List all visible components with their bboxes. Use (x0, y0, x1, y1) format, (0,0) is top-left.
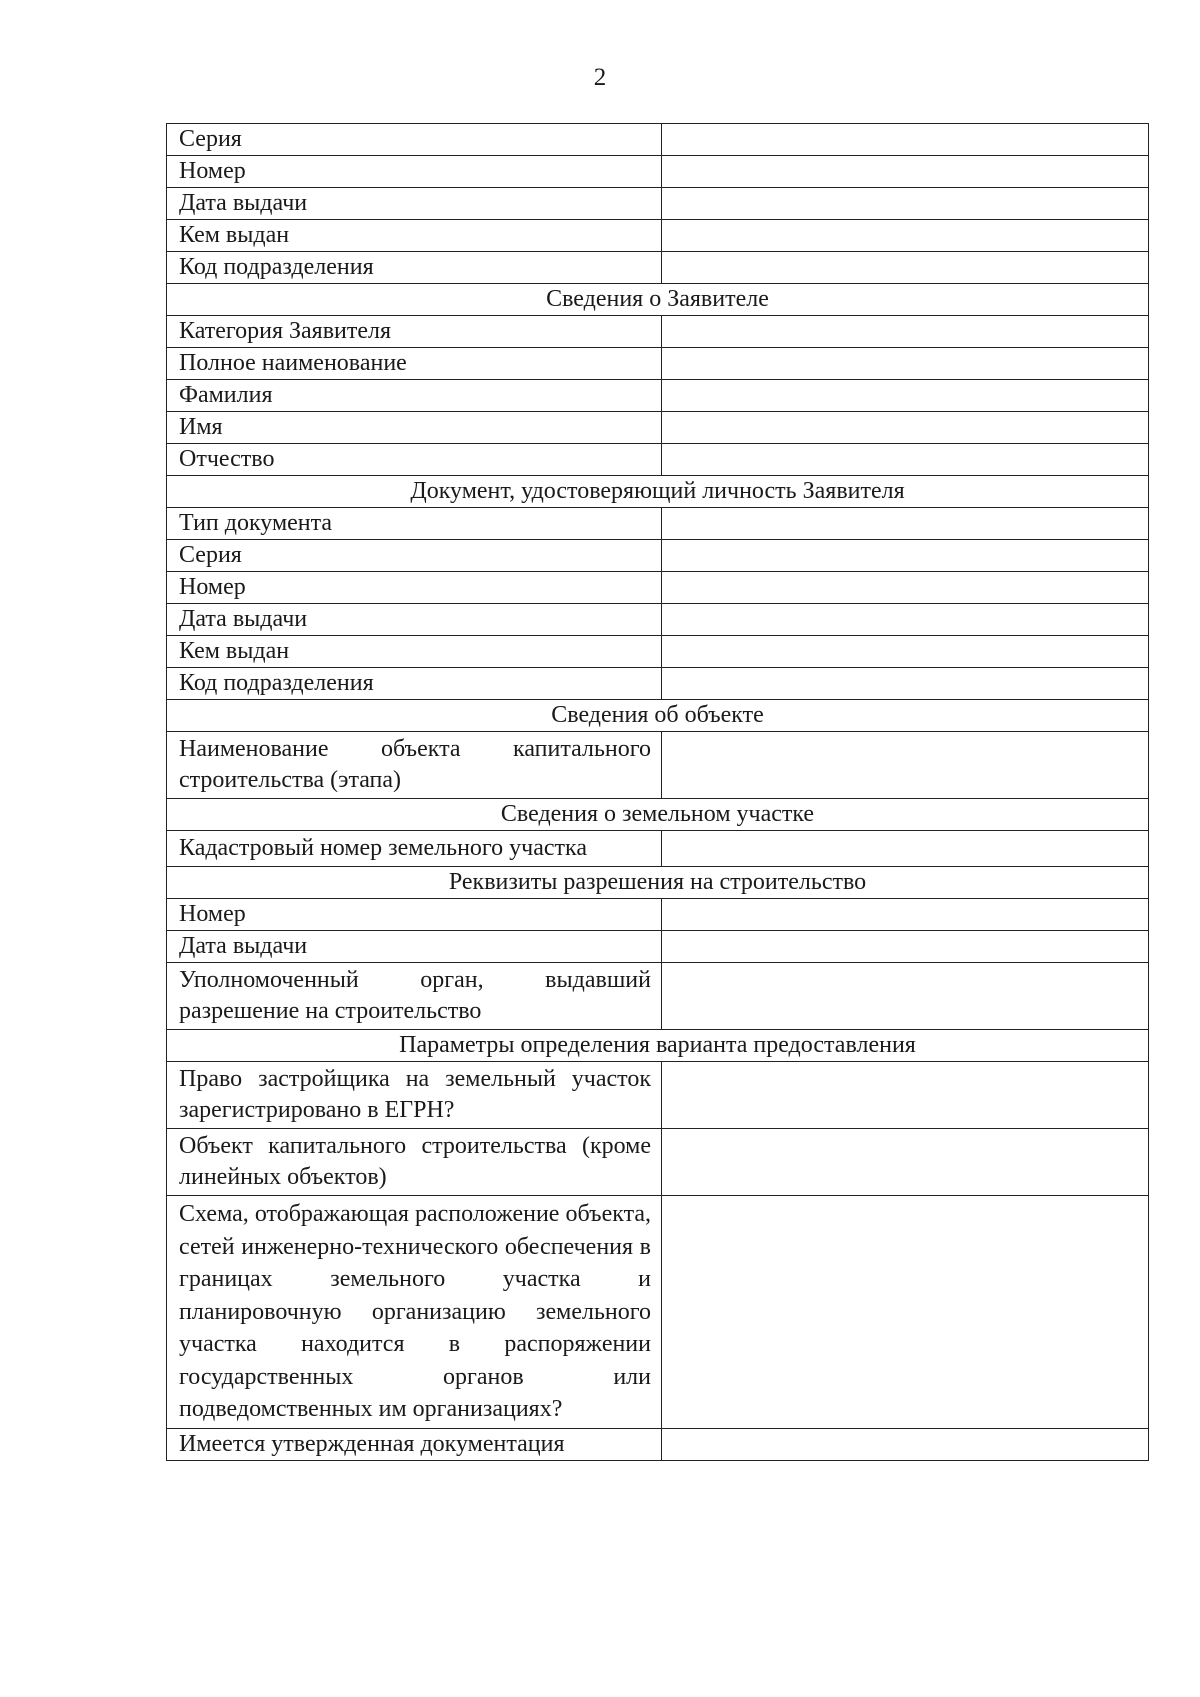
field-label-patronymic: Отчество (167, 444, 662, 476)
field-label-cadastral-number: Кадастровый номер земельного участка (167, 831, 662, 867)
field-value-cadastral-number[interactable] (662, 831, 1149, 867)
table-row (167, 348, 1149, 380)
field-value-series[interactable] (662, 124, 1149, 156)
field-label-permit-number: Номер (167, 899, 662, 931)
section-applicant-info: Сведения о Заявителе (167, 284, 1149, 316)
field-value-object-name[interactable] (662, 732, 1149, 799)
field-value-applicant-number[interactable] (662, 572, 1149, 604)
field-label-permit-authority: Уполномоченный орган, выдавший разрешение на строительство (167, 963, 662, 1030)
table-row (167, 831, 1149, 867)
section-header-row (167, 867, 1149, 899)
table-row (167, 1062, 1149, 1129)
field-label-applicant-division-code: Код подразделения (167, 668, 662, 700)
page-number: 2 (593, 64, 607, 91)
field-label-applicant-series: Серия (167, 540, 662, 572)
field-label-number: Номер (167, 156, 662, 188)
field-label-object-name: Наименование объекта капитального строительства (этапа) (167, 732, 662, 799)
table-row (167, 156, 1149, 188)
table-row (167, 380, 1149, 412)
field-label-applicant-number: Номер (167, 572, 662, 604)
field-value-first-name[interactable] (662, 412, 1149, 444)
table-row (167, 1196, 1149, 1429)
field-value-applicant-issue-date[interactable] (662, 604, 1149, 636)
table-row (167, 124, 1149, 156)
field-label-first-name: Имя (167, 412, 662, 444)
table-row (167, 540, 1149, 572)
field-label-applicant-issued-by: Кем выдан (167, 636, 662, 668)
section-object-info: Сведения об объекте (167, 700, 1149, 732)
field-value-surname[interactable] (662, 380, 1149, 412)
field-value-patronymic[interactable] (662, 444, 1149, 476)
field-label-issue-date: Дата выдачи (167, 188, 662, 220)
field-label-full-name: Полное наименование (167, 348, 662, 380)
table-row (167, 604, 1149, 636)
section-header-row (167, 476, 1149, 508)
field-value-scheme-availability[interactable] (662, 1196, 1149, 1429)
field-label-surname: Фамилия (167, 380, 662, 412)
field-value-developer-right-egrn[interactable] (662, 1062, 1149, 1129)
field-value-capital-object[interactable] (662, 1129, 1149, 1196)
field-value-applicant-issued-by[interactable] (662, 636, 1149, 668)
field-label-permit-issue-date: Дата выдачи (167, 931, 662, 963)
field-value-permit-issue-date[interactable] (662, 931, 1149, 963)
field-label-division-code: Код подразделения (167, 252, 662, 284)
table-row (167, 963, 1149, 1030)
table-row (167, 1129, 1149, 1196)
table-row (167, 572, 1149, 604)
field-label-developer-right-egrn: Право застройщика на земельный участок зарегистрировано в ЕГРН? (167, 1062, 662, 1129)
table-row (167, 188, 1149, 220)
field-value-permit-authority[interactable] (662, 963, 1149, 1030)
field-value-division-code[interactable] (662, 252, 1149, 284)
table-row (167, 252, 1149, 284)
table-row (167, 899, 1149, 931)
field-value-issued-by[interactable] (662, 220, 1149, 252)
section-provision-parameters: Параметры определения варианта предоставления (167, 1030, 1149, 1062)
application-form-table (166, 123, 1149, 1461)
section-applicant-id-document: Документ, удостоверяющий личность Заявителя (167, 476, 1149, 508)
table-row (167, 508, 1149, 540)
field-value-approved-documentation[interactable] (662, 1428, 1149, 1460)
section-building-permit: Реквизиты разрешения на строительство (167, 867, 1149, 899)
section-header-row (167, 1030, 1149, 1062)
table-row (167, 412, 1149, 444)
field-label-approved-documentation: Имеется утвержденная документация (167, 1428, 662, 1460)
field-value-issue-date[interactable] (662, 188, 1149, 220)
table-row (167, 668, 1149, 700)
field-label-scheme-availability: Схема, отображающая расположение объекта, сетей инженерно-технического обеспечения в границах земельного участка и планировочную организацию земельного участка находится в распоряжении государственных органов или подведомственных им организациях? (167, 1196, 662, 1429)
field-value-permit-number[interactable] (662, 899, 1149, 931)
table-row (167, 444, 1149, 476)
field-value-number[interactable] (662, 156, 1149, 188)
field-label-applicant-issue-date: Дата выдачи (167, 604, 662, 636)
table-row (167, 316, 1149, 348)
field-value-applicant-category[interactable] (662, 316, 1149, 348)
table-row (167, 1428, 1149, 1460)
table-row (167, 931, 1149, 963)
section-land-plot-info: Сведения о земельном участке (167, 799, 1149, 831)
table-row (167, 732, 1149, 799)
section-header-row (167, 700, 1149, 732)
field-label-applicant-category: Категория Заявителя (167, 316, 662, 348)
table-row (167, 220, 1149, 252)
field-label-document-type: Тип документа (167, 508, 662, 540)
field-value-full-name[interactable] (662, 348, 1149, 380)
table-row (167, 636, 1149, 668)
field-value-document-type[interactable] (662, 508, 1149, 540)
field-label-capital-object: Объект капитального строительства (кроме линейных объектов) (167, 1129, 662, 1196)
field-label-series: Серия (167, 124, 662, 156)
field-value-applicant-series[interactable] (662, 540, 1149, 572)
field-label-issued-by: Кем выдан (167, 220, 662, 252)
field-value-applicant-division-code[interactable] (662, 668, 1149, 700)
section-header-row (167, 799, 1149, 831)
section-header-row (167, 284, 1149, 316)
